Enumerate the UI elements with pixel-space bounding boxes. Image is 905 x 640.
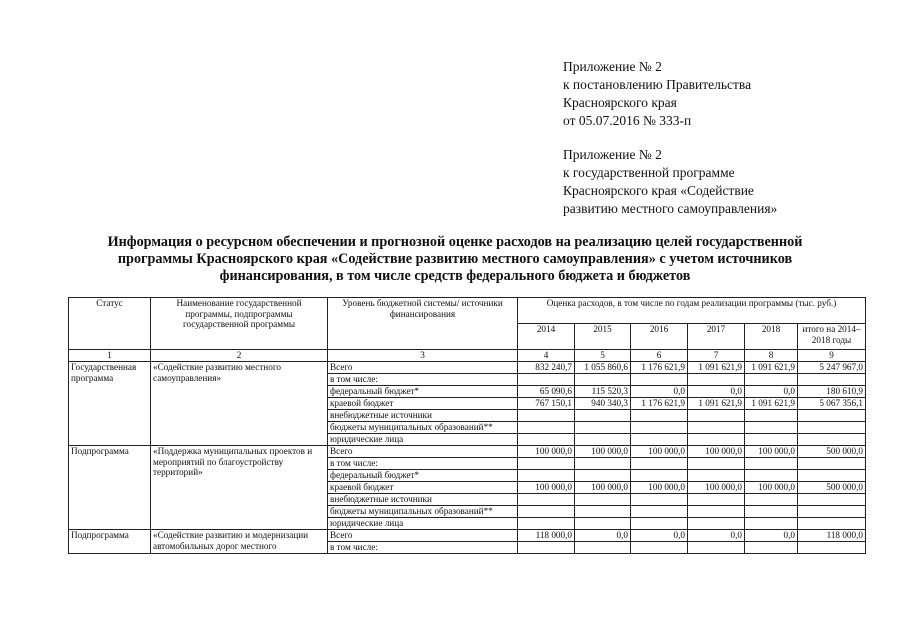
row-year-value bbox=[575, 518, 631, 530]
row-year-value bbox=[518, 494, 575, 506]
row-total-value bbox=[798, 494, 866, 506]
budget-table bbox=[68, 297, 866, 554]
column-number-row bbox=[69, 350, 866, 362]
row-year-value bbox=[745, 374, 798, 386]
row-year-value: 100 000,0 bbox=[518, 446, 575, 458]
header-year: 2018 bbox=[745, 324, 798, 350]
row-year-value bbox=[745, 542, 798, 554]
row-total-value: 500 000,0 bbox=[798, 446, 866, 458]
table-row bbox=[69, 362, 866, 374]
row-year-value: 118 000,0 bbox=[518, 530, 575, 542]
row-program-name: «Содействие развитию местного самоуправления» bbox=[151, 362, 328, 446]
row-funding-source: в том числе: bbox=[328, 458, 518, 470]
row-year-value: 115 520,3 bbox=[575, 386, 631, 398]
row-year-value: 0,0 bbox=[688, 530, 745, 542]
header-year: 2017 bbox=[688, 324, 745, 350]
row-total-value bbox=[798, 470, 866, 482]
row-total-value bbox=[798, 506, 866, 518]
row-year-value bbox=[575, 494, 631, 506]
row-year-value bbox=[631, 494, 688, 506]
row-year-value: 832 240,7 bbox=[518, 362, 575, 374]
header-status: Статус bbox=[69, 298, 151, 350]
row-year-value bbox=[575, 374, 631, 386]
document-title bbox=[95, 234, 815, 285]
column-number: 6 bbox=[631, 350, 688, 362]
appendix-block-resolution bbox=[563, 58, 751, 130]
row-year-value: 1 055 860,6 bbox=[575, 362, 631, 374]
header-year: 2015 bbox=[575, 324, 631, 350]
row-funding-source: внебюджетные источники bbox=[328, 410, 518, 422]
row-year-value bbox=[688, 470, 745, 482]
row-year-value: 1 176 621,9 bbox=[631, 398, 688, 410]
appendix-line: Красноярского края «Содействие bbox=[563, 183, 754, 198]
table-row bbox=[69, 530, 866, 542]
row-year-value bbox=[575, 458, 631, 470]
row-total-value bbox=[798, 374, 866, 386]
row-year-value: 0,0 bbox=[631, 530, 688, 542]
row-total-value bbox=[798, 422, 866, 434]
row-year-value: 100 000,0 bbox=[688, 446, 745, 458]
row-total-value: 118 000,0 bbox=[798, 530, 866, 542]
row-year-value: 940 340,3 bbox=[575, 398, 631, 410]
header-total: итого на 2014–2018 годы bbox=[798, 324, 866, 350]
appendix-line: Красноярского края bbox=[563, 95, 677, 110]
column-number: 2 bbox=[151, 350, 328, 362]
row-year-value bbox=[631, 542, 688, 554]
row-funding-source: краевой бюджет bbox=[328, 482, 518, 494]
title-line: программы Красноярского края «Содействие развитию местного самоуправления» с учетом источников bbox=[117, 251, 793, 267]
column-number: 8 bbox=[745, 350, 798, 362]
row-year-value bbox=[745, 518, 798, 530]
row-funding-source: Всего bbox=[328, 362, 518, 374]
column-number: 4 bbox=[518, 350, 575, 362]
row-year-value bbox=[518, 518, 575, 530]
row-year-value bbox=[631, 518, 688, 530]
row-status: Государственная программа bbox=[69, 362, 151, 446]
row-year-value bbox=[688, 494, 745, 506]
row-year-value bbox=[575, 470, 631, 482]
row-funding-source: краевой бюджет bbox=[328, 398, 518, 410]
row-program-name: «Содействие развитию и модернизации автомобильных дорог местного bbox=[151, 530, 328, 554]
column-number: 1 bbox=[69, 350, 151, 362]
row-year-value: 0,0 bbox=[745, 530, 798, 542]
row-year-value bbox=[575, 542, 631, 554]
row-total-value bbox=[798, 542, 866, 554]
row-year-value bbox=[518, 470, 575, 482]
row-year-value bbox=[688, 410, 745, 422]
column-number: 9 bbox=[798, 350, 866, 362]
title-line: финансирования, в том числе средств федерального бюджета и бюджетов bbox=[219, 268, 691, 284]
row-year-value: 1 091 621,9 bbox=[745, 398, 798, 410]
row-year-value bbox=[518, 458, 575, 470]
row-year-value bbox=[688, 374, 745, 386]
row-year-value bbox=[518, 374, 575, 386]
row-year-value: 100 000,0 bbox=[745, 446, 798, 458]
row-year-value bbox=[631, 506, 688, 518]
row-funding-source: Всего bbox=[328, 530, 518, 542]
row-year-value bbox=[518, 434, 575, 446]
row-total-value bbox=[798, 458, 866, 470]
row-year-value bbox=[518, 542, 575, 554]
row-total-value bbox=[798, 434, 866, 446]
row-year-value bbox=[688, 518, 745, 530]
row-year-value bbox=[745, 434, 798, 446]
column-number: 5 bbox=[575, 350, 631, 362]
row-year-value bbox=[575, 434, 631, 446]
appendix-line: развитию местного самоуправления» bbox=[563, 201, 778, 216]
row-funding-source: Всего bbox=[328, 446, 518, 458]
appendix-line: к постановлению Правительства bbox=[563, 77, 752, 92]
row-year-value bbox=[631, 374, 688, 386]
header-year: 2014 bbox=[518, 324, 575, 350]
row-year-value: 100 000,0 bbox=[518, 482, 575, 494]
row-year-value bbox=[631, 410, 688, 422]
row-year-value: 0,0 bbox=[631, 386, 688, 398]
row-year-value bbox=[745, 410, 798, 422]
row-year-value bbox=[518, 422, 575, 434]
row-year-value bbox=[631, 434, 688, 446]
row-funding-source: бюджеты муниципальных образований** bbox=[328, 506, 518, 518]
row-funding-source: в том числе: bbox=[328, 542, 518, 554]
appendix-line: к государственной программе bbox=[563, 165, 735, 180]
row-year-value: 1 091 621,9 bbox=[745, 362, 798, 374]
row-year-value bbox=[688, 422, 745, 434]
row-year-value bbox=[518, 506, 575, 518]
row-year-value: 100 000,0 bbox=[631, 446, 688, 458]
table-row bbox=[69, 446, 866, 458]
row-funding-source: бюджеты муниципальных образований** bbox=[328, 422, 518, 434]
row-year-value bbox=[688, 506, 745, 518]
row-year-value: 100 000,0 bbox=[688, 482, 745, 494]
row-year-value bbox=[745, 458, 798, 470]
appendix-line: Приложение № 2 bbox=[563, 59, 662, 74]
row-funding-source: юридические лица bbox=[328, 434, 518, 446]
row-total-value: 500 000,0 bbox=[798, 482, 866, 494]
row-year-value: 1 091 621,9 bbox=[688, 362, 745, 374]
row-total-value: 5 067 356,1 bbox=[798, 398, 866, 410]
row-year-value bbox=[631, 458, 688, 470]
row-total-value: 5 247 967,0 bbox=[798, 362, 866, 374]
row-status: Подпрограмма bbox=[69, 530, 151, 554]
row-year-value: 1 176 621,9 bbox=[631, 362, 688, 374]
row-year-value bbox=[688, 458, 745, 470]
row-year-value: 0,0 bbox=[688, 386, 745, 398]
header-estimate: Оценка расходов, в том числе по годам реализации программы (тыс. руб.) bbox=[518, 298, 866, 324]
row-year-value bbox=[575, 410, 631, 422]
row-year-value: 100 000,0 bbox=[575, 446, 631, 458]
header-name: Наименование государственной программы, подпрограммы государственной программы bbox=[151, 298, 328, 350]
row-year-value bbox=[518, 410, 575, 422]
column-number: 3 bbox=[328, 350, 518, 362]
row-total-value bbox=[798, 410, 866, 422]
row-funding-source: федеральный бюджет* bbox=[328, 470, 518, 482]
appendix-line: от 05.07.2016 № 333-п bbox=[563, 113, 692, 128]
row-funding-source: в том числе: bbox=[328, 374, 518, 386]
row-year-value bbox=[631, 470, 688, 482]
row-year-value: 767 150,1 bbox=[518, 398, 575, 410]
column-number: 7 bbox=[688, 350, 745, 362]
row-year-value bbox=[631, 422, 688, 434]
row-funding-source: федеральный бюджет* bbox=[328, 386, 518, 398]
row-year-value: 1 091 621,9 bbox=[688, 398, 745, 410]
row-year-value: 0,0 bbox=[575, 530, 631, 542]
row-year-value bbox=[688, 542, 745, 554]
row-year-value: 0,0 bbox=[745, 386, 798, 398]
row-year-value: 65 090,6 bbox=[518, 386, 575, 398]
header-level: Уровень бюджетной системы/ источники финансирования bbox=[328, 298, 518, 350]
header-year: 2016 bbox=[631, 324, 688, 350]
row-year-value: 100 000,0 bbox=[745, 482, 798, 494]
row-year-value bbox=[745, 470, 798, 482]
title-line: Информация о ресурсном обеспечении и прогнозной оценке расходов на реализацию целей государственной bbox=[107, 234, 803, 250]
row-year-value bbox=[745, 422, 798, 434]
row-funding-source: юридические лица bbox=[328, 518, 518, 530]
appendix-line: Приложение № 2 bbox=[563, 147, 662, 162]
row-year-value: 100 000,0 bbox=[575, 482, 631, 494]
appendix-block-program bbox=[563, 146, 777, 218]
row-total-value bbox=[798, 518, 866, 530]
row-year-value bbox=[575, 422, 631, 434]
row-year-value bbox=[688, 434, 745, 446]
row-year-value bbox=[745, 494, 798, 506]
row-program-name: «Поддержка муниципальных проектов и мероприятий по благоустройству территорий» bbox=[151, 446, 328, 530]
row-year-value bbox=[575, 506, 631, 518]
row-year-value: 100 000,0 bbox=[631, 482, 688, 494]
row-total-value: 180 610,9 bbox=[798, 386, 866, 398]
row-status: Подпрограмма bbox=[69, 446, 151, 530]
row-funding-source: внебюджетные источники bbox=[328, 494, 518, 506]
row-year-value bbox=[745, 506, 798, 518]
